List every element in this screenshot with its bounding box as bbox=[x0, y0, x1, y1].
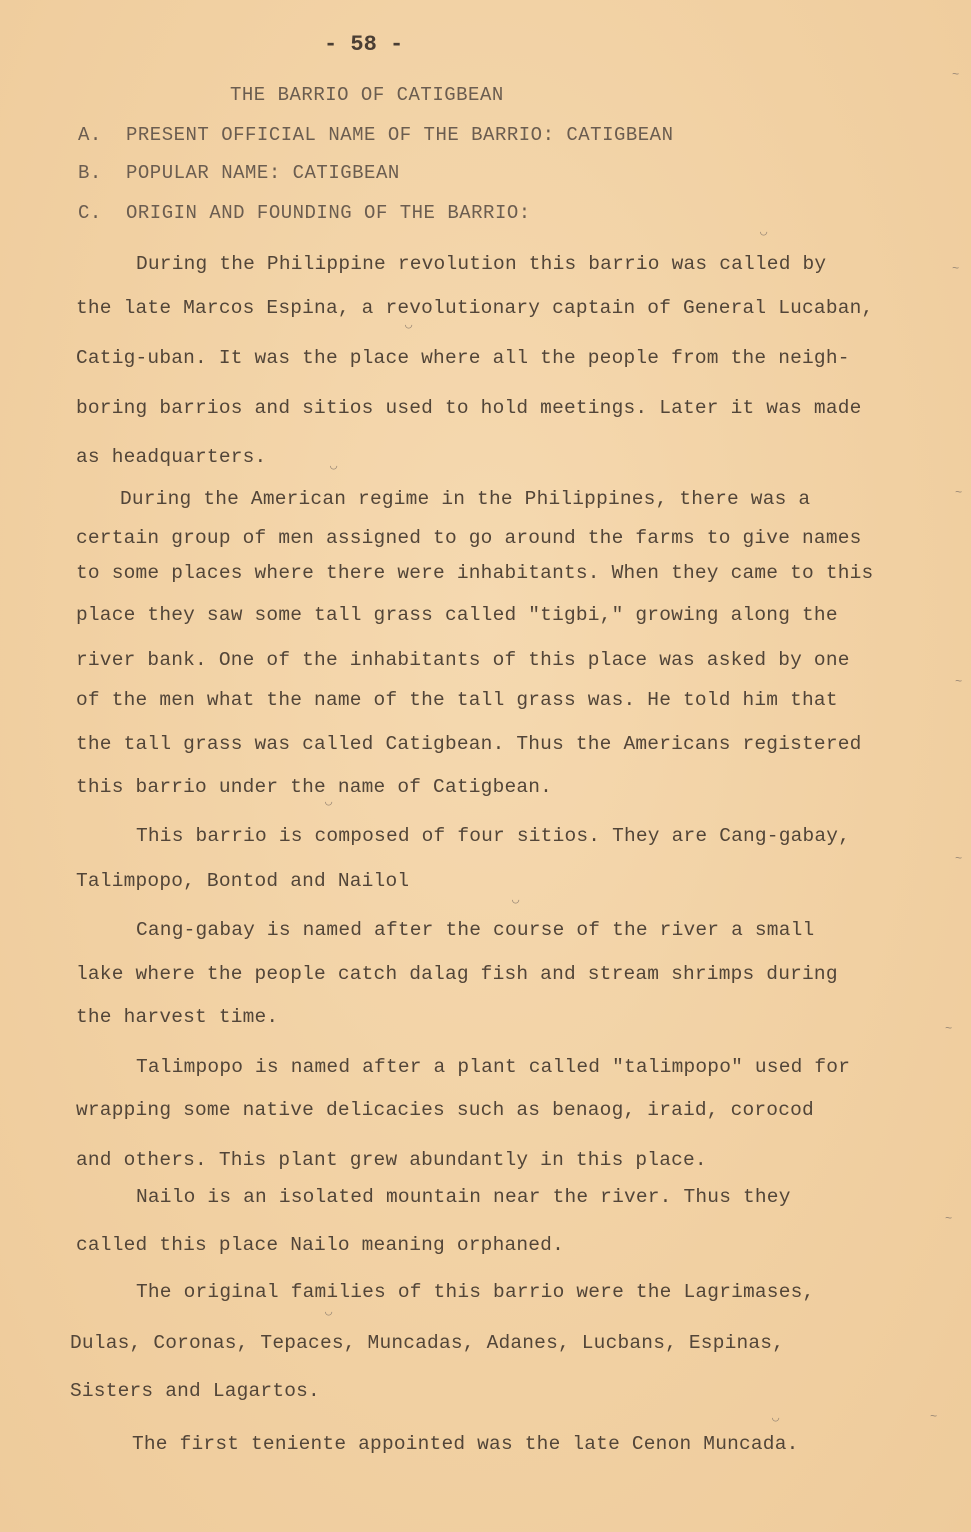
text-line: Talimpopo, Bontod and Nailol bbox=[76, 870, 410, 892]
text-line: river bank. One of the inhabitants of this place was asked by one bbox=[76, 649, 850, 671]
heading-b-text: POPULAR NAME: CATIGBEAN bbox=[126, 162, 400, 184]
text-line: to some places where there were inhabitants. When they came to this bbox=[76, 562, 874, 584]
document-page: - 58 - THE BARRIO OF CATIGBEAN A. PRESENT OFFICIAL NAME OF THE BARRIO: CATIGBEAN B. POPULAR NAME: CATIGBEAN C. ORIGIN AND FOUNDING OF THE BARRIO: During the Philippine revolution this barrio was called by the late Marcos Espina, a revolutionary captain of General Lucaban, Catig-uban. It was the place where all the people from the neigh- boring barrios and sitios used to hold meetings. Later it was made as headquarters. During the American regime in the Philippines, there was a certain group of men assigned to go around the farms to give names to some places where there were inhabitants. When they came to this place they saw some tall grass called "tigbi," growing along the river bank. One of the inhabitants of this place was asked by one of the men what the name of the tall grass was. He told him that the tall grass was called Catigbean. Thus the Americans registered this barrio under the name of Catigbean. This barrio is composed of four sitios. They are Cang-gabay, Talimpopo, Bontod and Nailol Cang-gabay is named after the course of the river a small lake where the people catch dalag fish and stream shrimps during the harvest time. Talimpopo is named after a plant called "talimpopo" used for wrapping some native delicacies such as benaog, iraid, corocod and others. This plant grew abundantly in this place. Nailo is an isolated mountain near the river. Thus they called this place Nailo meaning orphaned. The original families of this barrio were the Lagrimases, Dulas, Coronas, Tepaces, Muncadas, Adanes, Lucbans, Espinas, Sisters and Lagartos. The first teniente appointed was the late Cenon Muncada. ~ ~ ~ ~ ~ ~ ~ ~ ◡ ◡ ◡ ◡ ◡ ◡ ◡ bbox=[0, 0, 971, 1532]
text-line: lake where the people catch dalag fish and stream shrimps during bbox=[76, 963, 838, 985]
text-line: this barrio under the name of Catigbean. bbox=[76, 776, 553, 798]
text-line: Nailo is an isolated mountain near the river. Thus they bbox=[136, 1186, 791, 1208]
text-line: and others. This plant grew abundantly in this place. bbox=[76, 1149, 707, 1171]
text-line: the harvest time. bbox=[76, 1006, 279, 1028]
text-line: Talimpopo is named after a plant called "talimpopo" used for bbox=[136, 1056, 851, 1078]
text-line: During the Philippine revolution this barrio was called by bbox=[136, 253, 827, 275]
text-line: boring barrios and sitios used to hold meetings. Later it was made bbox=[76, 397, 862, 419]
text-line: The first teniente appointed was the late Cenon Muncada. bbox=[132, 1433, 799, 1455]
text-line: the tall grass was called Catigbean. Thus the Americans registered bbox=[76, 733, 862, 755]
text-line: wrapping some native delicacies such as benaog, iraid, corocod bbox=[76, 1099, 814, 1121]
text-line: This barrio is composed of four sitios. They are Cang-gabay, bbox=[136, 825, 851, 847]
text-line: Catig-uban. It was the place where all the people from the neigh- bbox=[76, 347, 850, 369]
heading-b-letter: B. bbox=[78, 162, 102, 184]
text-line: The original families of this barrio were the Lagrimases, bbox=[136, 1281, 815, 1303]
text-line: Sisters and Lagartos. bbox=[70, 1380, 320, 1402]
text-line: Cang-gabay is named after the course of the river a small bbox=[136, 919, 815, 941]
text-line: Dulas, Coronas, Tepaces, Muncadas, Adanes, Lucbans, Espinas, bbox=[70, 1332, 785, 1354]
heading-c-text: ORIGIN AND FOUNDING OF THE BARRIO: bbox=[126, 202, 531, 224]
text-line: called this place Nailo meaning orphaned. bbox=[76, 1234, 564, 1256]
heading-a-letter: A. bbox=[78, 124, 102, 146]
text-line: the late Marcos Espina, a revolutionary captain of General Lucaban, bbox=[76, 297, 874, 319]
text-line: as headquarters. bbox=[76, 446, 267, 468]
text-line: place they saw some tall grass called "tigbi," growing along the bbox=[76, 604, 838, 626]
text-line: certain group of men assigned to go around the farms to give names bbox=[76, 527, 862, 549]
heading-c-letter: C. bbox=[78, 202, 102, 224]
page-number: - 58 - bbox=[324, 32, 404, 57]
document-title: THE BARRIO OF CATIGBEAN bbox=[230, 84, 504, 106]
text-line: of the men what the name of the tall grass was. He told him that bbox=[76, 689, 838, 711]
text-line: During the American regime in the Philippines, there was a bbox=[120, 488, 811, 510]
heading-a-text: PRESENT OFFICIAL NAME OF THE BARRIO: CATIGBEAN bbox=[126, 124, 674, 146]
